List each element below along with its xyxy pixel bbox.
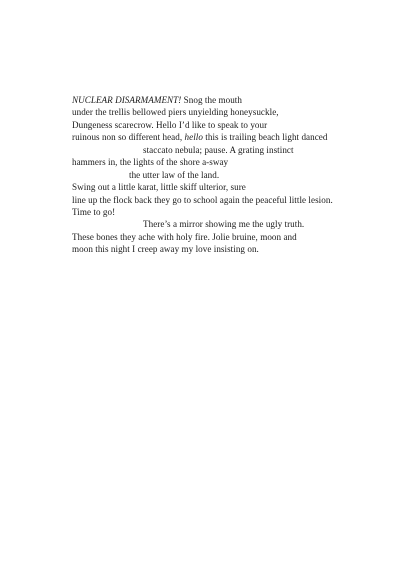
poem-line-8: Swing out a little karat, little skiff ulterior, sure [72,182,246,193]
poem-line-6: hammers in, the lights of the shore a-sway [72,157,229,168]
poem-line-7: the utter law of the land. [129,169,220,180]
poem-line-12: These bones they ache with holy fire. Jolie bruine, moon and [72,231,297,242]
poem-line-4-pre: ruinous non so different head, [72,132,185,143]
poem-line-3: Dungeness scarecrow. Hello I’d like to speak to your [72,119,268,130]
poem-line-1-rest: Snog the mouth [181,95,242,105]
poem-line-13: moon this night I creep away my love insisting on. [72,244,259,255]
poem-line-11: There’s a mirror showing me the ugly truth. [143,219,305,230]
poem-line-5: staccato nebula; pause. A grating instinct [143,144,294,155]
poem-text [72,94,372,256]
poem-line-2: under the trellis bellowed piers unyielding honeysuckle, [72,107,279,118]
poem-line-4-emphasis: hello [184,132,203,143]
poem-line-1-emphasis: NUCLEAR DISARMAMENT! [72,95,182,105]
poem-line-4 [72,131,372,143]
poem-line-1 [72,94,372,106]
poem-line-4-post: this is trailing beach light danced [202,132,328,143]
poem-line-9: line up the flock back they go to school again the peaceful little lesion. [72,194,333,205]
poem-line-10: Time to go! [72,206,116,217]
